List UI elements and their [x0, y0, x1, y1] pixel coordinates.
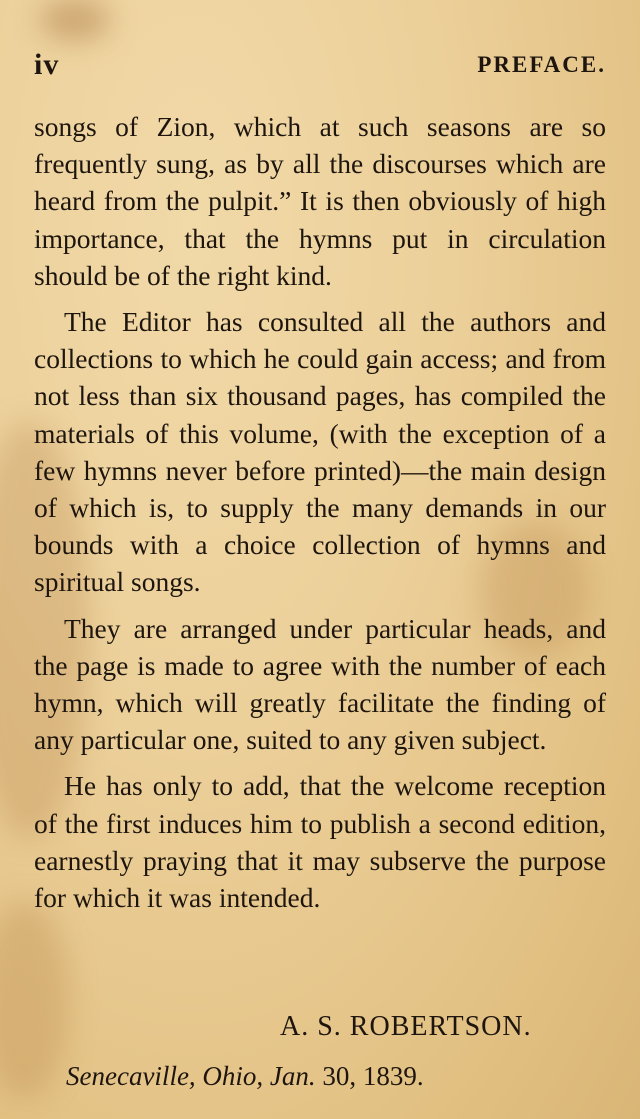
dateline-date: 30, 1839.: [322, 1061, 424, 1091]
dateline: [66, 1061, 424, 1092]
paragraph-3: They are arranged under particular heads, and the page is made to agree with the number of each hymn, which will greatly facilitate the finding of any particular one, suited to any given subject.: [34, 612, 606, 756]
page-header: [34, 48, 606, 88]
paragraph-4: He has only to add, that the welcome reception of the first induces him to publish a second edition, earnestly praying that it may subserve the purpose for which it was intended.: [34, 770, 606, 914]
preface-body: [34, 108, 606, 916]
paragraph-2: The Editor has consulted all the authors and collections to which he could gain access; and from not less than six thousand pages, has compiled the materials of this volume, (with the exception of a few hymns never before printed)—the main design of which is, to supply the many demands in our bounds with a choice collection of hymns and spiritual songs.: [34, 306, 606, 598]
dateline-place: Senecaville, Ohio, Jan.: [66, 1061, 316, 1091]
paragraph-1: songs of Zion, which at such seasons are so frequently sung, as by all the discourses which are heard from the pulpit.” It is then obviously of high importance, that the hymns put in circulation should be of the right kind.: [34, 111, 606, 291]
page-number: iv: [34, 48, 60, 81]
author-signature: A. S. ROBERTSON.: [280, 1011, 532, 1042]
running-title: PREFACE.: [477, 52, 606, 77]
